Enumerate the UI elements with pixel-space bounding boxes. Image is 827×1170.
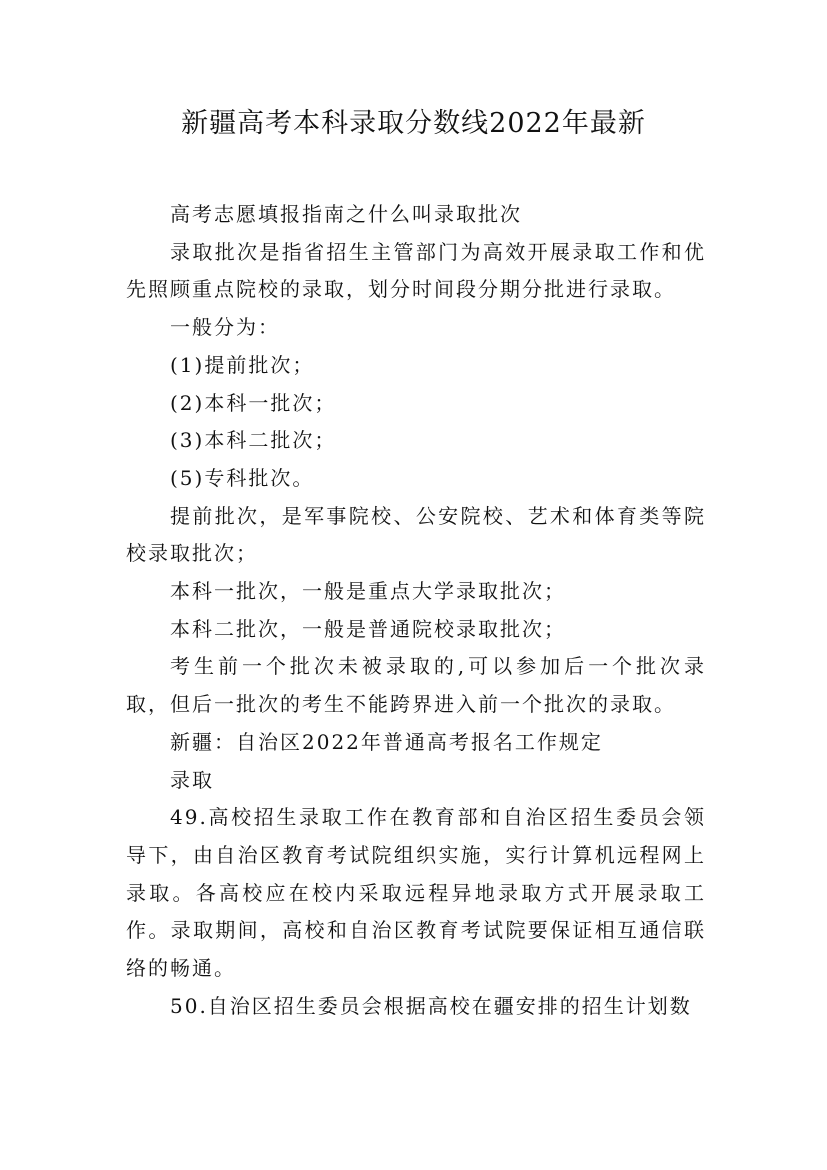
paragraph-second-batch-description: 本科二批次，一般是普通院校录取批次； [170,616,566,641]
document-title: 新疆高考本科录取分数线2022年最新 [181,108,646,139]
list-item-early-batch: (1)提前批次； [170,352,315,377]
paragraph-article-50: 50.自治区招生委员会根据高校在疆安排的招生计划数 [170,993,692,1018]
document-body [126,196,706,1025]
paragraph-article-49: 49.高校招生录取工作在教育部和自治区招生委员会领导下，由自治区教育考试院组织实施，实行计算机远程网上录取。各高校应在校内采取远程异地录取方式开展录取工作。录取期间，高校和自治区教育考试院要保证相互通信联络的畅通。 [126,805,706,981]
list-item-junior-college-batch: (5)专科批次。 [170,465,315,490]
paragraph-early-batch-description: 提前批次，是军事院校、公安院校、艺术和体育类等院校录取批次； [126,503,706,566]
list-item-second-batch: (3)本科二批次； [170,428,337,453]
paragraph-general-division: 一般分为： [170,315,280,340]
paragraph-batch-definition: 录取批次是指省招生主管部门为高效开展录取工作和优先照顾重点院校的录取，划分时间段分期分批进行录取。 [126,239,706,302]
paragraph-guide-heading: 高考志愿填报指南之什么叫录取批次 [170,202,522,226]
paragraph-batch-rule: 考生前一个批次未被录取的,可以参加后一个批次录取，但后一批次的考生不能跨界进入前一个批次的录取。 [126,654,706,717]
paragraph-first-batch-description: 本科一批次，一般是重点大学录取批次； [170,579,566,604]
section-heading-xinjiang-regulation: 新疆：自治区2022年普通高考报名工作规定 [170,729,603,754]
list-item-first-batch: (2)本科一批次； [170,390,337,415]
section-heading-admission: 录取 [170,767,214,792]
